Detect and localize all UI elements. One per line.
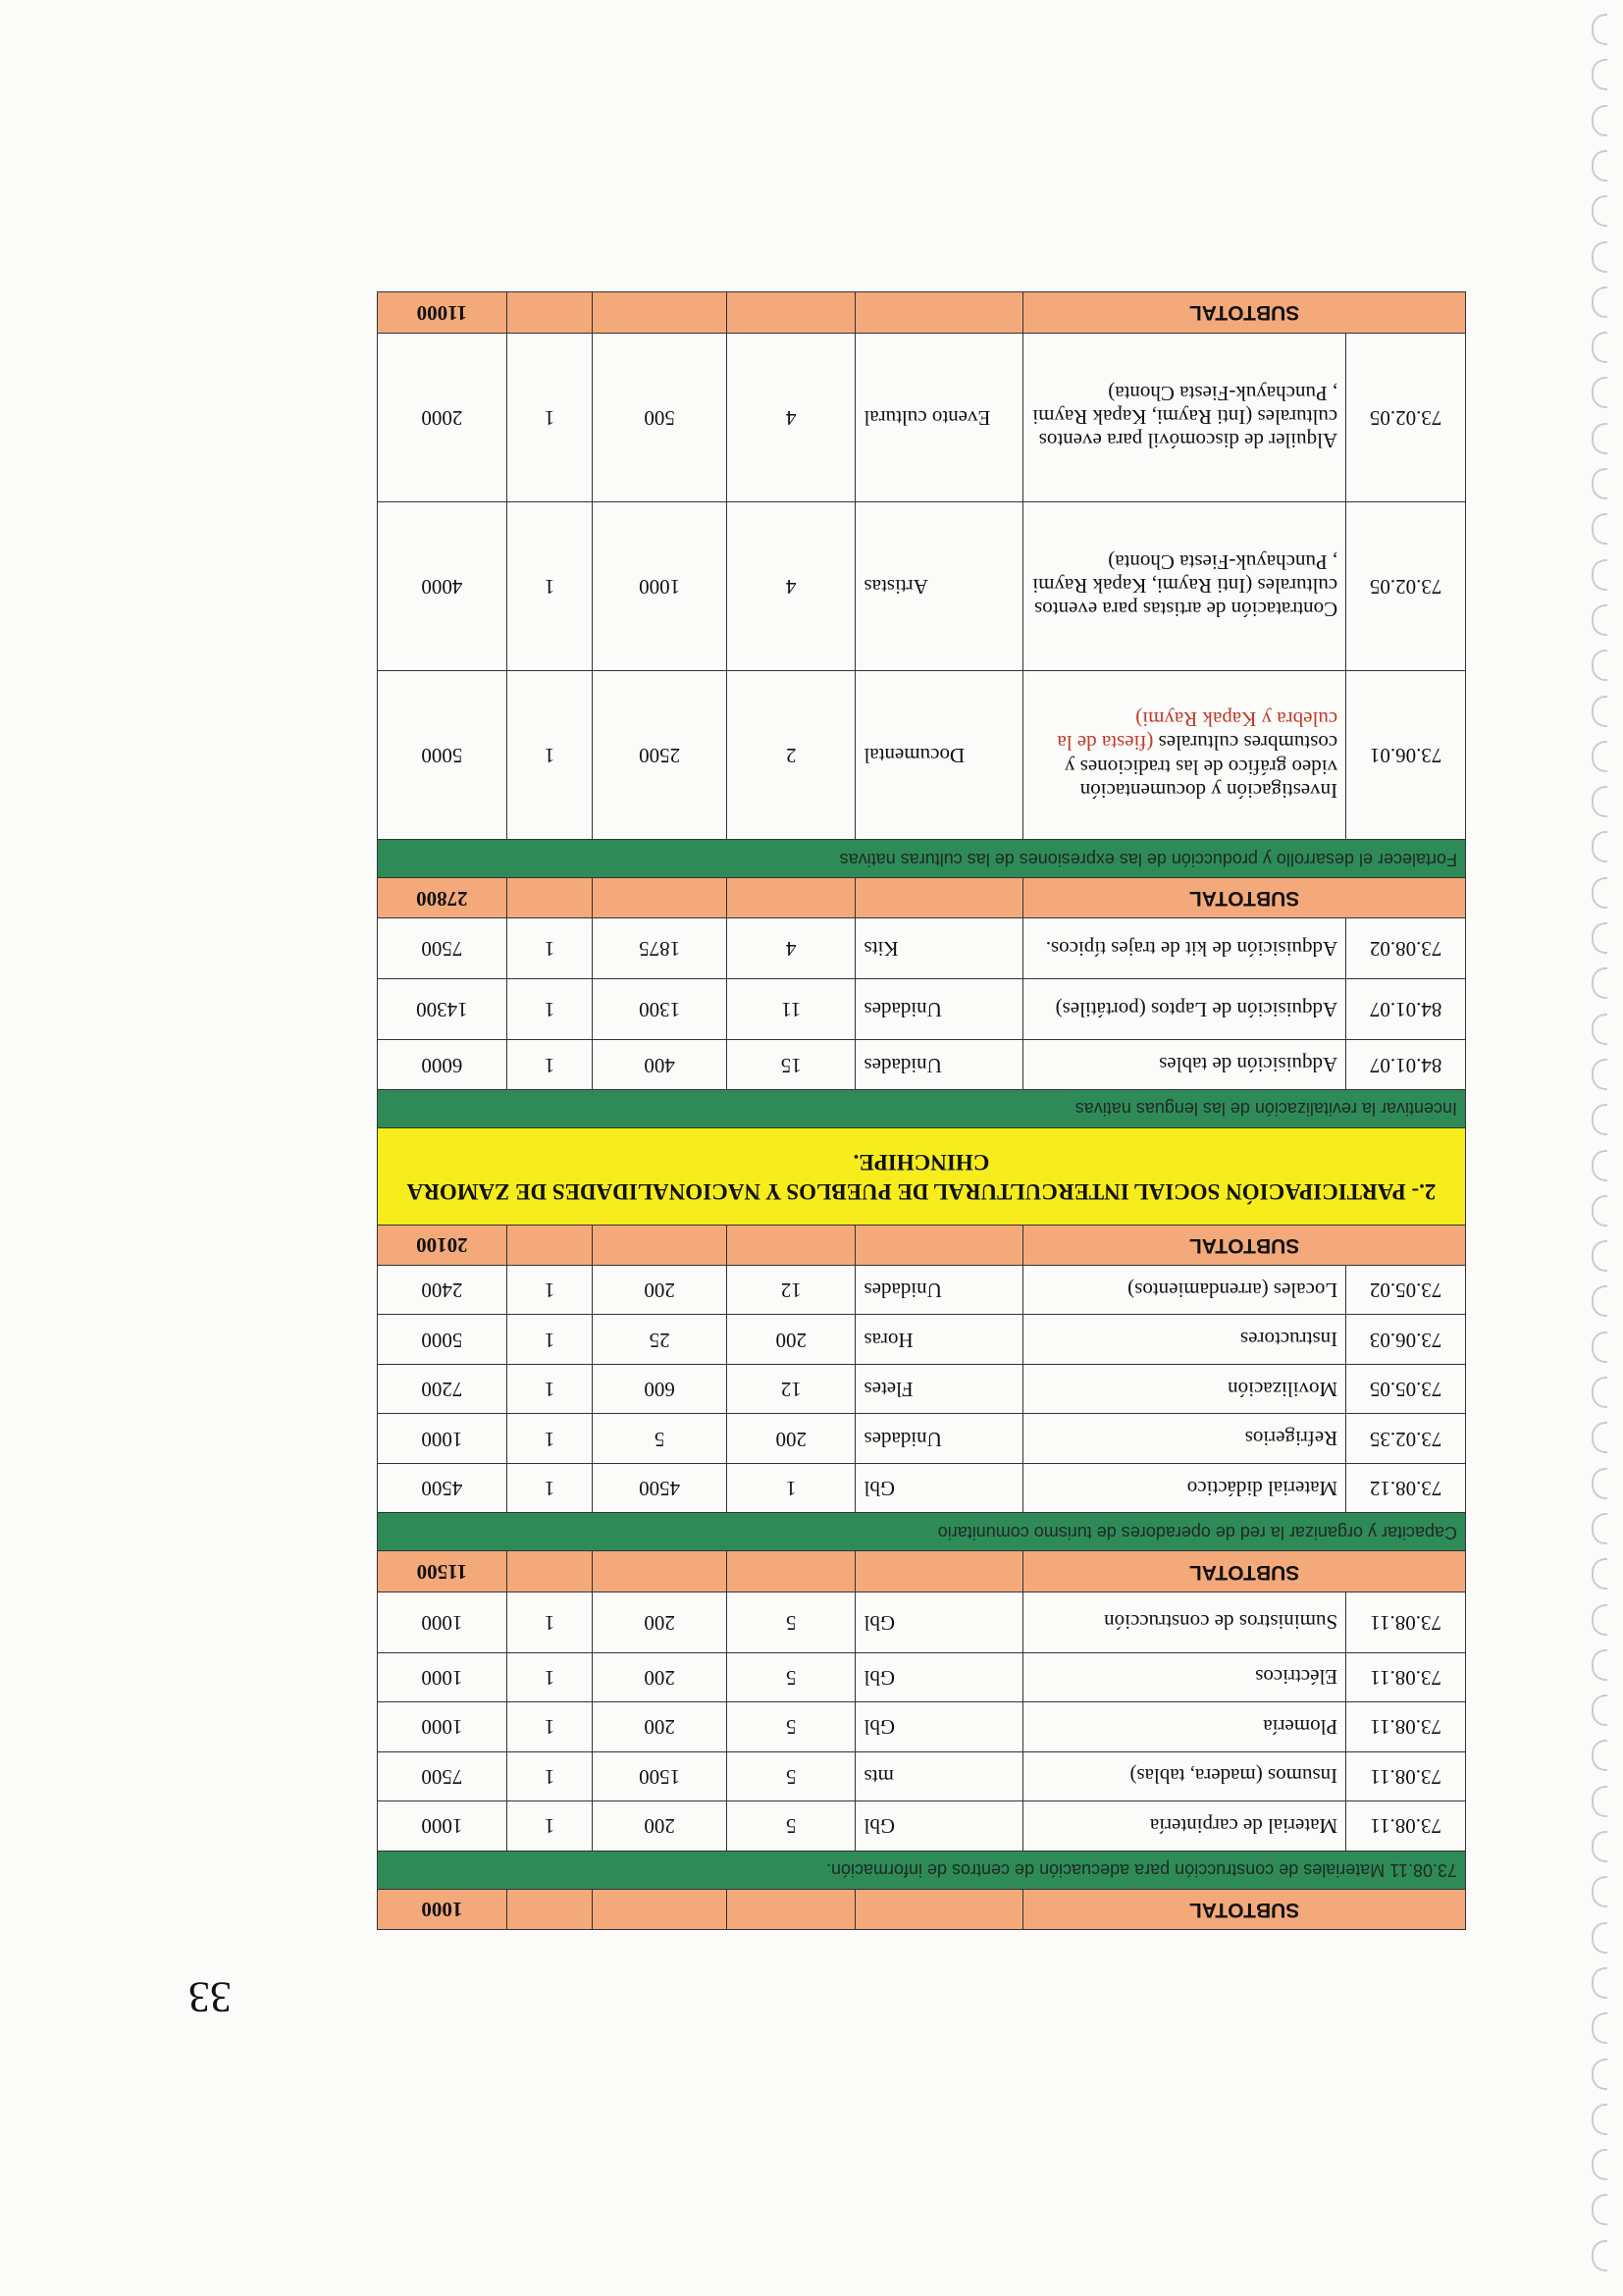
binding-hole (1592, 1422, 1607, 1453)
binding-hole (1592, 1468, 1607, 1499)
item-description-text: Alquiler de discomóvil para eventos culturales (Inti Raymi, Kapak Raymi , Punchayuk-Fiesta Chonta) (1032, 382, 1338, 453)
binding-hole (1592, 1285, 1607, 1317)
item-description-text: Instructores (1240, 1328, 1338, 1352)
unit-of-measure: Unidades (856, 979, 1023, 1040)
budget-code: 73.08.11 (1346, 1652, 1466, 1702)
item-description (1023, 1652, 1346, 1702)
quantity: 4 (726, 333, 856, 501)
unit-of-measure: Horas (856, 1315, 1023, 1365)
binding-hole (1592, 332, 1607, 363)
quantity: 15 (726, 1040, 856, 1090)
line-total: 1000 (378, 1592, 507, 1652)
subtotal-empty-cell (593, 1225, 726, 1265)
multiplier: 1 (506, 918, 593, 979)
budget-code: 73.02.05 (1346, 501, 1466, 670)
unit-of-measure: Fletes (856, 1364, 1023, 1414)
budget-code: 73.08.11 (1346, 1702, 1466, 1752)
line-total: 14300 (378, 979, 507, 1040)
item-description (1023, 1592, 1346, 1652)
unit-of-measure: Gbl (856, 1702, 1023, 1752)
subtotal-label: SUBTOTAL (1023, 1225, 1466, 1265)
line-total: 6000 (378, 1040, 507, 1090)
budget-code: 73.05.02 (1346, 1265, 1466, 1315)
subtotal-empty-cell (856, 1551, 1023, 1592)
quantity: 1 (726, 1463, 856, 1513)
budget-code: 73.08.12 (1346, 1463, 1466, 1513)
item-description (1023, 1463, 1346, 1513)
multiplier: 1 (506, 1592, 593, 1652)
section-row (378, 1089, 1466, 1127)
item-description (1023, 1414, 1346, 1464)
quantity: 12 (726, 1265, 856, 1315)
line-total: 7500 (378, 1751, 507, 1801)
item-description-text: Material didáctico (1186, 1476, 1338, 1500)
line-total: 2000 (378, 333, 507, 501)
table-row (378, 979, 1466, 1040)
section-title: Incentivar la revitalización de las lenguas nativas (378, 1089, 1466, 1127)
multiplier: 1 (506, 670, 593, 839)
table-row (378, 1652, 1466, 1702)
quantity: 200 (726, 1414, 856, 1464)
binding-hole (1592, 1649, 1607, 1681)
multiplier: 1 (506, 333, 593, 501)
table-row (378, 1265, 1466, 1315)
multiplier: 1 (506, 1652, 593, 1702)
line-total: 2400 (378, 1265, 507, 1315)
binding-hole (1592, 1786, 1607, 1817)
unit-of-measure: Gbl (856, 1592, 1023, 1652)
unit-of-measure: Gbl (856, 1801, 1023, 1852)
budget-code: 73.08.02 (1346, 918, 1466, 979)
binding-hole (1592, 1876, 1607, 1907)
budget-code: 73.08.11 (1346, 1592, 1466, 1652)
item-description (1023, 1751, 1346, 1801)
line-total: 1000 (378, 1702, 507, 1752)
subtotal-row (378, 1551, 1466, 1592)
item-description-text: Movilización (1228, 1377, 1338, 1401)
line-total: 7500 (378, 918, 507, 979)
subtotal-empty-cell (726, 1225, 856, 1265)
unit-price: 400 (593, 1040, 726, 1090)
unit-price: 1875 (593, 918, 726, 979)
binding-hole (1592, 1059, 1607, 1090)
budget-code: 73.05.05 (1346, 1364, 1466, 1414)
binding-hole (1592, 1604, 1607, 1636)
budget-code: 73.02.35 (1346, 1414, 1466, 1464)
item-description-text: Investigación y documentación video gráfico de las tradiciones y costumbres culturales (1064, 731, 1338, 803)
subtotal-label: SUBTOTAL (1023, 1551, 1466, 1592)
unit-price: 200 (593, 1592, 726, 1652)
unit-price: 25 (593, 1315, 726, 1365)
binding-hole (1592, 967, 1607, 999)
unit-price: 200 (593, 1652, 726, 1702)
section-title: Capacitar y organizar la red de operadores de turismo comunitario (378, 1513, 1466, 1551)
binding-hole (1592, 1014, 1607, 1045)
multiplier: 1 (506, 1265, 593, 1315)
quantity: 5 (726, 1702, 856, 1752)
binding-hole (1592, 377, 1607, 408)
item-description (1023, 1040, 1346, 1090)
subtotal-value: 1000 (378, 1889, 507, 1929)
item-description (1023, 918, 1346, 979)
binding-hole (1592, 2059, 1607, 2090)
subtotal-value: 27800 (378, 878, 507, 918)
binding-hole (1592, 150, 1607, 182)
quantity: 4 (726, 918, 856, 979)
binding-hole (1592, 59, 1607, 90)
binding-hole (1592, 2104, 1607, 2135)
subtotal-empty-cell (856, 1889, 1023, 1929)
binding-hole (1592, 1377, 1607, 1408)
unit-price: 5 (593, 1414, 726, 1464)
heading-row (378, 1127, 1466, 1225)
budget-code: 84.01.07 (1346, 979, 1466, 1040)
table-row (378, 1751, 1466, 1801)
binding-hole (1592, 604, 1607, 636)
table-row (378, 501, 1466, 670)
subtotal-label: SUBTOTAL (1023, 878, 1466, 918)
page-number: 33 (188, 1973, 232, 2021)
quantity: 12 (726, 1364, 856, 1414)
unit-price: 200 (593, 1702, 726, 1752)
item-description (1023, 1315, 1346, 1365)
section-title: 73.08.11 Materiales de construcción para adecuación de centros de información. (378, 1851, 1466, 1889)
subtotal-empty-cell (506, 1551, 593, 1592)
item-description-text: Eléctricos (1255, 1665, 1338, 1690)
unit-price: 200 (593, 1265, 726, 1315)
binding-hole (1592, 1240, 1607, 1272)
budget-code: 73.06.01 (1346, 670, 1466, 839)
binding-hole (1592, 741, 1607, 772)
line-total: 1000 (378, 1414, 507, 1464)
binding-hole (1592, 2012, 1607, 2044)
unit-of-measure: mts (856, 1751, 1023, 1801)
subtotal-empty-cell (726, 878, 856, 918)
line-total: 5000 (378, 670, 507, 839)
binding-hole (1592, 2240, 1607, 2271)
quantity: 5 (726, 1801, 856, 1852)
item-description (1023, 979, 1346, 1040)
binding-hole (1592, 922, 1607, 954)
subtotal-value: 11000 (378, 292, 507, 334)
binding-hole (1592, 1104, 1607, 1135)
subtotal-row (378, 878, 1466, 918)
subtotal-empty-cell (856, 1225, 1023, 1265)
unit-price: 4500 (593, 1463, 726, 1513)
item-description (1023, 1364, 1346, 1414)
unit-price: 500 (593, 333, 726, 501)
subtotal-empty-cell (506, 1225, 593, 1265)
multiplier: 1 (506, 1364, 593, 1414)
line-total: 4000 (378, 501, 507, 670)
binding-hole (1592, 786, 1607, 817)
item-description-text: Material de carpintería (1149, 1814, 1338, 1838)
section-row (378, 1513, 1466, 1551)
item-description-text: Adquisición de Laptos (portátiles) (1055, 997, 1338, 1021)
table-row (378, 333, 1466, 501)
line-total: 4500 (378, 1463, 507, 1513)
quantity: 2 (726, 670, 856, 839)
multiplier: 1 (506, 1414, 593, 1464)
subtotal-label: SUBTOTAL (1023, 292, 1466, 334)
budget-code: 73.02.05 (1346, 333, 1466, 501)
multiplier: 1 (506, 1702, 593, 1752)
table-row (378, 1414, 1466, 1464)
binding-hole (1592, 877, 1607, 909)
quantity: 5 (726, 1592, 856, 1652)
unit-of-measure: Unidades (856, 1040, 1023, 1090)
budget-table-rotated (377, 291, 1466, 1930)
table-row (378, 1592, 1466, 1652)
binding-hole (1592, 559, 1607, 591)
item-description (1023, 1801, 1346, 1852)
section-title: Fortalecer el desarrollo y producción de las expresiones de las culturas nativas (378, 840, 1466, 878)
table-row (378, 1463, 1466, 1513)
subtotal-empty-cell (593, 878, 726, 918)
subtotal-empty-cell (726, 292, 856, 334)
item-description (1023, 670, 1346, 839)
item-description (1023, 1702, 1346, 1752)
item-description-text: Plomería (1263, 1715, 1338, 1739)
binding-hole (1592, 696, 1607, 727)
item-description-highlight: (fiesta de la culebra y Kapak Raymi) (1057, 707, 1338, 756)
unit-of-measure: Gbl (856, 1463, 1023, 1513)
unit-price: 600 (593, 1364, 726, 1414)
multiplier: 1 (506, 1040, 593, 1090)
binding-hole (1592, 1922, 1607, 1954)
binding-hole (1592, 1695, 1607, 1726)
unit-of-measure: Evento cultural (856, 333, 1023, 501)
subtotal-value: 20100 (378, 1225, 507, 1265)
binding-hole (1592, 2194, 1607, 2225)
binding-hole (1592, 1195, 1607, 1226)
binding-hole (1592, 831, 1607, 862)
budget-code: 73.08.11 (1346, 1751, 1466, 1801)
binding-hole (1592, 650, 1607, 681)
unit-of-measure: Gbl (856, 1652, 1023, 1702)
multiplier: 1 (506, 1801, 593, 1852)
table-row (378, 1702, 1466, 1752)
quantity: 4 (726, 501, 856, 670)
table-row (378, 918, 1466, 979)
binding-hole (1592, 14, 1607, 45)
budget-code: 73.06.03 (1346, 1315, 1466, 1365)
unit-of-measure: Unidades (856, 1265, 1023, 1315)
subtotal-empty-cell (856, 292, 1023, 334)
multiplier: 1 (506, 979, 593, 1040)
binding-hole (1592, 105, 1607, 136)
binding-hole (1592, 241, 1607, 273)
line-total: 1000 (378, 1801, 507, 1852)
unit-of-measure: Artistas (856, 501, 1023, 670)
subtotal-empty-cell (856, 878, 1023, 918)
subtotal-row (378, 1889, 1466, 1929)
subtotal-value: 11500 (378, 1551, 507, 1592)
unit-price: 2500 (593, 670, 726, 839)
subtotal-label: SUBTOTAL (1023, 1889, 1466, 1929)
unit-price: 1300 (593, 979, 726, 1040)
unit-of-measure: Documental (856, 670, 1023, 839)
table-row (378, 1801, 1466, 1852)
item-description-text: Suministros de construcción (1104, 1610, 1338, 1635)
subtotal-empty-cell (593, 292, 726, 334)
binding-hole (1592, 2149, 1607, 2180)
subtotal-empty-cell (593, 1889, 726, 1929)
binding-hole (1592, 195, 1607, 227)
table-row (378, 670, 1466, 839)
item-description-text: Contratación de artistas para eventos culturales (Inti Raymi, Kapak Raymi , Punchayuk-Fiesta Chonta) (1032, 550, 1338, 622)
quantity: 5 (726, 1751, 856, 1801)
unit-price: 1000 (593, 501, 726, 670)
line-total: 7200 (378, 1364, 507, 1414)
section-row (378, 1851, 1466, 1889)
table-row (378, 1364, 1466, 1414)
binding-hole (1592, 1331, 1607, 1363)
subtotal-empty-cell (593, 1551, 726, 1592)
unit-price: 200 (593, 1801, 726, 1852)
multiplier: 1 (506, 1751, 593, 1801)
item-description-text: Adquisición de tables (1159, 1053, 1338, 1077)
item-description-text: Insumos (madera, tablas) (1129, 1764, 1338, 1789)
binding-hole (1592, 1150, 1607, 1181)
quantity: 5 (726, 1652, 856, 1702)
budget-code: 84.01.07 (1346, 1040, 1466, 1090)
multiplier: 1 (506, 1463, 593, 1513)
unit-price: 1500 (593, 1751, 726, 1801)
binding-hole (1592, 423, 1607, 454)
multiplier: 1 (506, 1315, 593, 1365)
binding-hole (1592, 1513, 1607, 1544)
item-description (1023, 333, 1346, 501)
binding-hole (1592, 1831, 1607, 1862)
binding-hole (1592, 1740, 1607, 1771)
unit-of-measure: Kits (856, 918, 1023, 979)
section-row (378, 840, 1466, 878)
budget-code: 73.08.11 (1346, 1801, 1466, 1852)
binding-hole (1592, 513, 1607, 545)
quantity: 200 (726, 1315, 856, 1365)
item-description-text: Refrigerios (1244, 1427, 1338, 1451)
component-heading: 2.- PARTICIPACIÓN SOCIAL INTERCULTURAL DE PUEBLOS Y NACIONALIDADES DE ZAMORA CHINCHIPE. (378, 1127, 1466, 1225)
spiral-binding (1582, 8, 1611, 2284)
binding-hole (1592, 468, 1607, 499)
item-description-text: Locales (arrendamientos) (1127, 1278, 1338, 1302)
subtotal-empty-cell (506, 878, 593, 918)
subtotal-row (378, 292, 1466, 334)
unit-of-measure: Unidades (856, 1414, 1023, 1464)
binding-hole (1592, 287, 1607, 318)
budget-table (377, 291, 1466, 1930)
item-description-text: Adquisición de kit de trajes típicos. (1045, 936, 1338, 961)
subtotal-row (378, 1225, 1466, 1265)
item-description (1023, 501, 1346, 670)
line-total: 1000 (378, 1652, 507, 1702)
binding-hole (1592, 1967, 1607, 1999)
subtotal-empty-cell (726, 1551, 856, 1592)
line-total: 5000 (378, 1315, 507, 1365)
subtotal-empty-cell (506, 1889, 593, 1929)
subtotal-empty-cell (726, 1889, 856, 1929)
table-row (378, 1315, 1466, 1365)
quantity: 11 (726, 979, 856, 1040)
table-row (378, 1040, 1466, 1090)
binding-hole (1592, 1558, 1607, 1590)
subtotal-empty-cell (506, 292, 593, 334)
item-description (1023, 1265, 1346, 1315)
multiplier: 1 (506, 501, 593, 670)
